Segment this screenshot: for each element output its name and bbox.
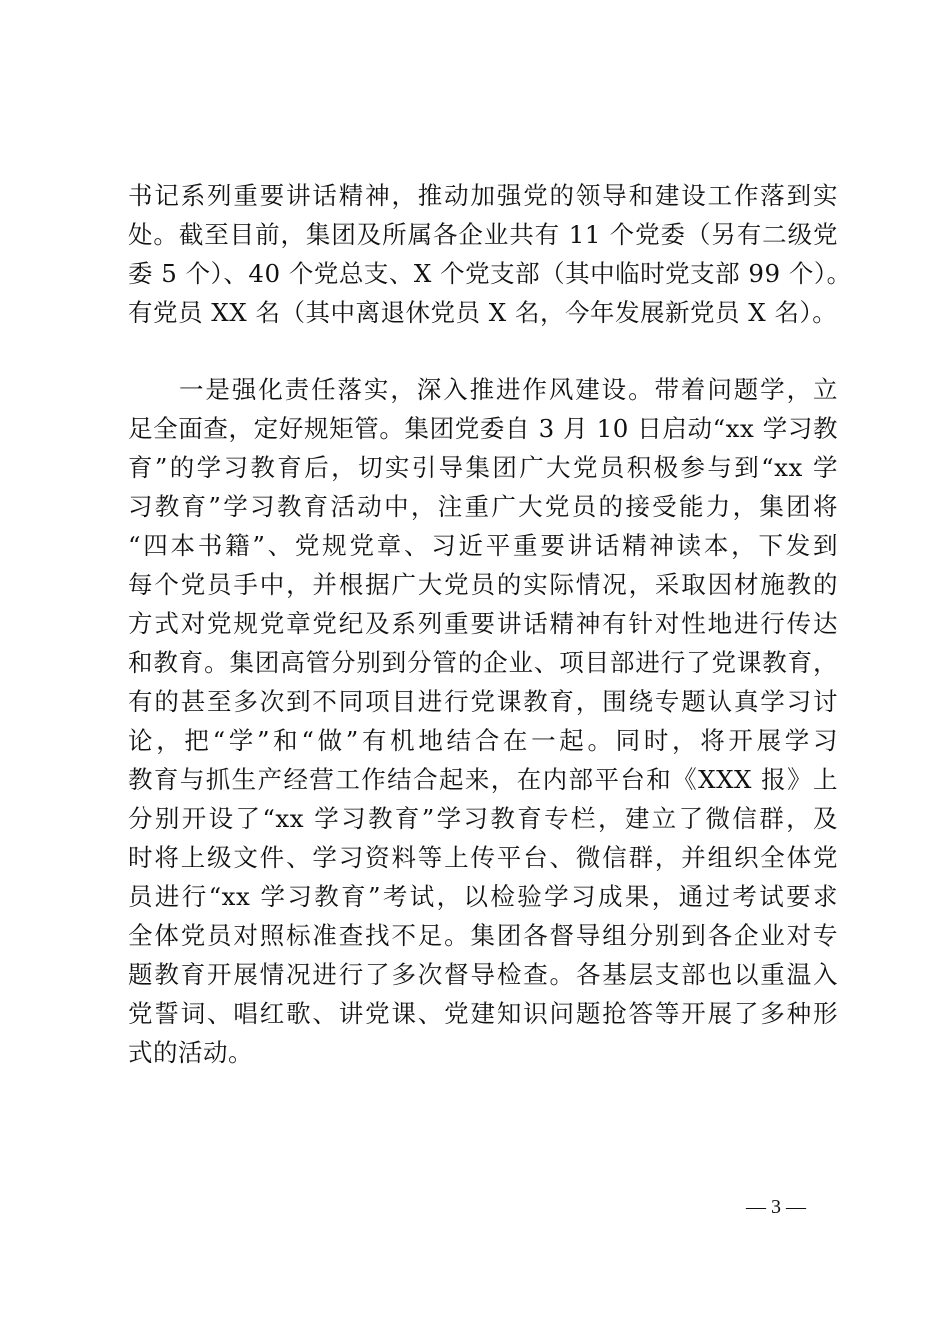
text-line: 书记系列重要讲话精神，推动加强党的领导和建设工作落到实 bbox=[128, 181, 838, 210]
page-number: — 3 — bbox=[746, 1196, 806, 1218]
text-line: 题教育开展情况进行了多次督导检查。各基层支部也以重温入 bbox=[128, 960, 838, 989]
text-line: 党誓词、唱红歌、讲党课、党建知识问题抢答等开展了多种形 bbox=[128, 999, 838, 1028]
text-line: 全体党员对照标准查找不足。集团各督导组分别到各企业对专 bbox=[128, 921, 838, 950]
text-line: 分别开设了“xx 学习教育”学习教育专栏，建立了微信群，及 bbox=[128, 804, 838, 833]
text-line: 足全面查，定好规矩管。集团党委自 3 月 10 日启动“xx 学习教 bbox=[128, 414, 838, 443]
text-line: 时将上级文件、学习资料等上传平台、微信群，并组织全体党 bbox=[128, 843, 838, 872]
text-line: 有的甚至多次到不同项目进行党课教育，围绕专题认真学习讨 bbox=[128, 687, 838, 716]
text-line: 一是强化责任落实，深入推进作风建设。带着问题学，立 bbox=[179, 375, 838, 404]
paragraph-party-organization-stats bbox=[128, 176, 852, 332]
text-line: 有党员 XX 名（其中离退休党员 X 名，今年发展新党员 X 名）。 bbox=[128, 298, 838, 327]
text-line: 员进行“xx 学习教育”考试，以检验学习成果，通过考试要求 bbox=[128, 882, 838, 911]
text-line: 每个党员手中，并根据广大党员的实际情况，采取因材施教的 bbox=[128, 570, 838, 599]
text-line: 论，把“学”和“做”有机地结合在一起。同时，将开展学习 bbox=[128, 726, 838, 755]
text-line: 教育与抓生产经营工作结合起来，在内部平台和《XXX 报》上 bbox=[128, 765, 838, 794]
text-line: “四本书籍”、党规党章、习近平重要讲话精神读本，下发到 bbox=[128, 531, 838, 560]
text-line: 委 5 个）、40 个党总支、X 个党支部（其中临时党支部 99 个）。 bbox=[128, 259, 852, 288]
text-line: 处。截至目前，集团及所属各企业共有 11 个党委（另有二级党 bbox=[128, 220, 838, 249]
text-line: 方式对党规党章党纪及系列重要讲话精神有针对性地进行传达 bbox=[128, 609, 838, 638]
paragraph-responsibility-implementation bbox=[128, 370, 838, 1072]
text-line: 习教育”学习教育活动中，注重广大党员的接受能力，集团将 bbox=[128, 492, 838, 521]
text-line: 育”的学习教育后，切实引导集团广大党员积极参与到“xx 学 bbox=[128, 453, 838, 482]
text-line: 式的活动。 bbox=[128, 1038, 253, 1067]
text-line: 和教育。集团高管分别到分管的企业、项目部进行了党课教育， bbox=[128, 648, 838, 677]
